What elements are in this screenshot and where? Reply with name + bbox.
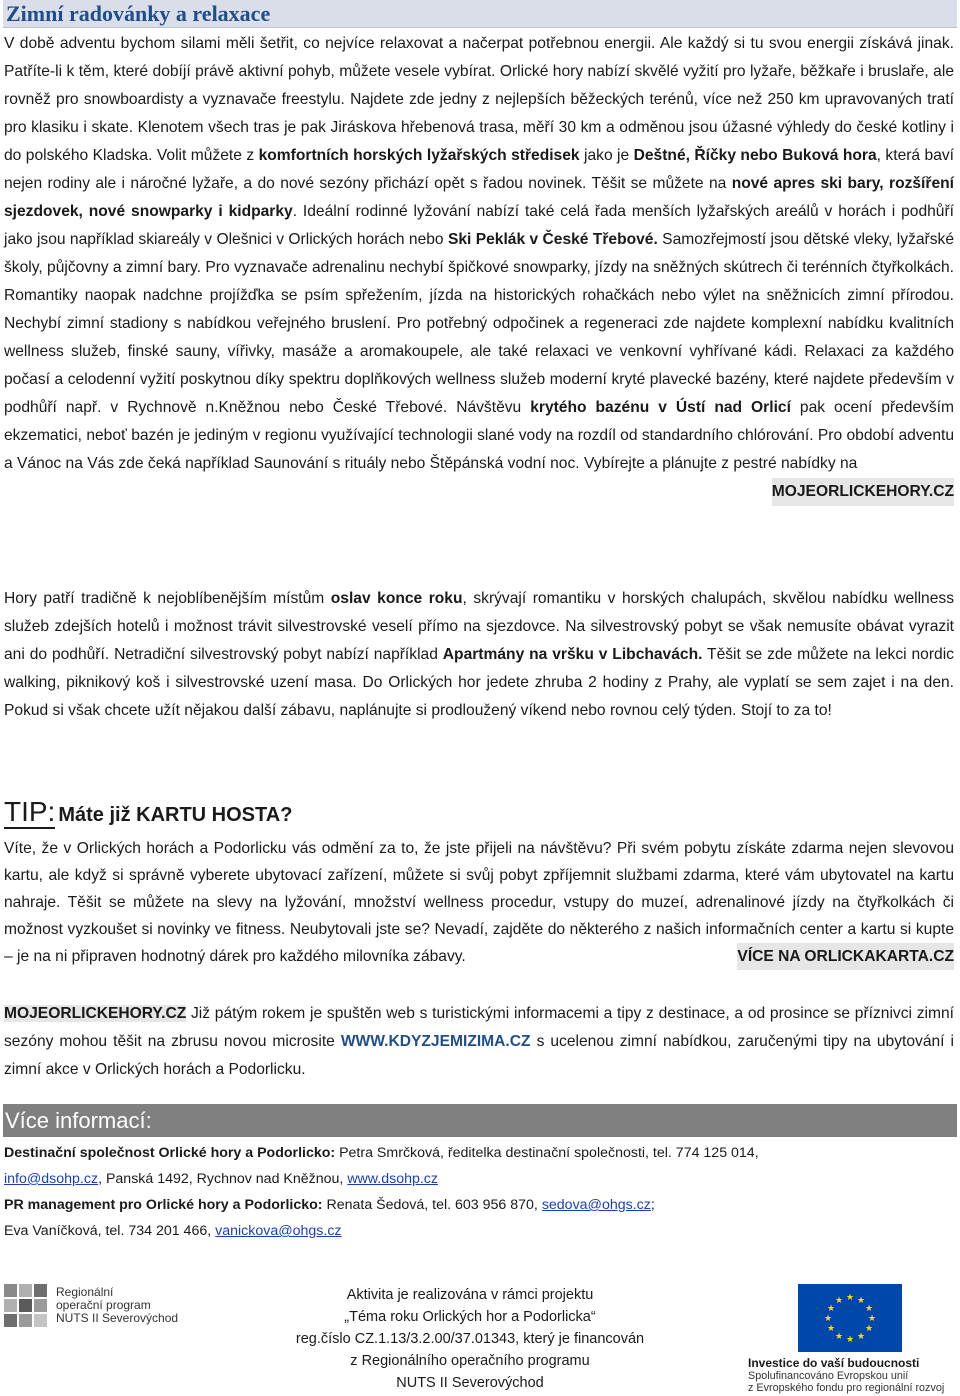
project-info bbox=[240, 1284, 700, 1394]
svg-text:★: ★ bbox=[864, 1324, 874, 1334]
new-year-paragraph bbox=[4, 585, 954, 725]
bold-text: Ski Peklák v České Třebové. bbox=[447, 231, 658, 248]
org-name: PR management pro Orlické hory a Podorlicko: bbox=[4, 1197, 323, 1213]
email-link[interactable]: info@dsohp.cz bbox=[4, 1171, 99, 1187]
svg-text:★: ★ bbox=[864, 1304, 874, 1314]
text: Investice do vaší budoucnosti bbox=[748, 1356, 920, 1370]
svg-text:★: ★ bbox=[826, 1304, 836, 1314]
svg-text:★: ★ bbox=[856, 1296, 866, 1306]
text: NUTS II Severovýchod bbox=[56, 1311, 179, 1325]
text: Aktivita je realizována v rámci projektu bbox=[346, 1287, 594, 1303]
brand-label: MOJEORLICKEHORY.CZ bbox=[4, 1005, 187, 1022]
text: operační program bbox=[56, 1298, 151, 1312]
svg-text:★: ★ bbox=[845, 1293, 855, 1303]
text: z Regionálního operačního programu bbox=[350, 1353, 590, 1369]
footer bbox=[0, 1282, 960, 1396]
bold-text: krytého bazénu v Ústí nad Orlicí bbox=[530, 399, 791, 416]
text: pak ocení především ekzematici, neboť bazén je jediným v regionu využívající technologii slané vody na rozdíl od standardního chlórování. Pro období adventu a Vánoc na Vás zde čeká například Saunování s rituály nebo Štěpánská vodní noc. Vybírejte a plánujte z pestré nabídky na bbox=[4, 399, 954, 472]
text: V době adventu bychom silami měli šetřit, co nejvíce relaxovat a načerpat potřebnou energii. Ale každý si tu svou energii získává jinak. Patříte-li k těm, které dobíjí právě aktivní pohyb, můžete vesele vybírat. Orlické hory nabízí skvělé vyžití pro lyžaře, běžkaře i bruslaře, ale rovněž pro snowboardisty a vyznavače freestylu. Najdete zde jedny z nejlepších běžeckých terénů, více než 250 km upravovaných tratí pro klasiku i skate. Klenotem všech tras je pak Jiráskova hřebenová trasa, měří 30 km a odměnou jsou úžasné výhledy do české kotliny i do polského Kladska. Volit můžete z bbox=[4, 35, 954, 164]
svg-text:★: ★ bbox=[845, 1335, 855, 1345]
text: Eva Vaníčková, tel. 734 201 466, bbox=[4, 1223, 216, 1239]
tip-section bbox=[4, 797, 954, 970]
text: reg.číslo CZ.1.13/3.2.00/37.01343, který je financován bbox=[295, 1331, 645, 1347]
text: Samozřejmostí jsou dětské vleky, lyžařské školy, půjčovny a zimní bary. Pro vyznavače adrenalinu nechybí špičkové snowparky, jízdy na sněžných skútrech či terénních čtyřkolkách. Romantiky naopak nadchne projížďka se psím spřežením, jízda na historických rohačkách nebo výlet na sněžnicích zimní přírodou. Nechybí zimní stadiony s nabídkou veřejného bruslení. Pro potřebný odpočinek a regeneraci zde najdete komplexní nabídku kvalitních wellness služeb, finské sauny, vířivky, masáže a aromakoupele, ale také relaxaci ve venkovní vyhřívané kádi. Relaxaci za každého počasí a celodenní vyžití poskytnou díky spektru doplňkových wellness služeb moderní kryté plavecké bazény, které najdete především v podhůří např. v Rychnově n.Kněžnou nebo České Třebové. Návštěvu bbox=[4, 231, 954, 416]
svg-text:★: ★ bbox=[823, 1314, 833, 1324]
email-link[interactable]: sedova@ohgs.cz bbox=[541, 1197, 651, 1213]
microsite-paragraph bbox=[4, 1000, 954, 1084]
text: , Panská 1492, Rychnov nad Kněžnou, bbox=[98, 1171, 348, 1187]
title-bar bbox=[3, 0, 957, 28]
web-link[interactable]: www.dsohp.cz bbox=[347, 1171, 438, 1187]
tip-label: TIP: bbox=[4, 796, 56, 827]
text: ; bbox=[650, 1197, 655, 1213]
tip-title: Máte již KARTU HOSTA? bbox=[58, 804, 293, 826]
text: Již pátým rokem je spuštěn web s turistickými informacemi a tipy z destinace, a od prosince se příznivci zimní sezóny mohou těšit na zbrusu novou microsite bbox=[4, 1005, 954, 1050]
page-title: Zimní radovánky a relaxace bbox=[6, 1, 271, 26]
eu-text bbox=[748, 1357, 958, 1394]
contact-line-3 bbox=[4, 1192, 954, 1218]
text: z Evropského fondu pro regionální rozvoj bbox=[748, 1382, 945, 1394]
svg-text:★: ★ bbox=[834, 1332, 844, 1342]
text: Těšit se zde můžete na lekci nordic walking, piknikový koš i silvestrovské uzení masa. Do Orlických hor jedete zhruba 2 hodiny z Prahy, ale vyplatí se sem zajet i na den. Pokud si však chcete užít nějakou další zábavu, naplánujte si prodloužený víkend nebo rovnou celý týden. Stojí to za to! bbox=[4, 646, 954, 719]
text: Víte, že v Orlických horách a Podorlicku vás odmění za to, že jste přijeli na návštěvu? Při svém pobytu získáte zdarma nejen slevovou kartu, ale když si správně vyberete ubytovací zařízení, můžete si svůj pobyt zpříjemnit službami zdarma, které vám ubytovatel na kartu nahraje. Těšit se můžete na slevy na lyžování, množství wellness procedur, vstupy do muzeí, adrenalinové jízdy na čtyřkolkách či možnost vyzkoušet si novinky ve fitness. Neubytovali jste se? Nevadí, zajděte do některého z našich informačních center a kartu si kupte – je na ni připraven hodnotný dárek pro každého milovníka zábavy. bbox=[4, 840, 954, 965]
text: , skrývají romantiku v horských chalupách, skvělou nabídku wellness služeb zdejších hotelů i možnost trávit silvestrovské veselí přímo na sjezdovce. Na silvestrovský pobyt se však nemusíte obávat vyrazit ani do podhůří. Netradiční silvestrovský pobyt nabízí například bbox=[4, 590, 954, 663]
kdyzjemizima-link[interactable]: WWW.KDYZJEMIZIMA.CZ bbox=[340, 1033, 531, 1050]
bold-text: Deštné, Říčky nebo Buková hora bbox=[633, 147, 877, 164]
text: , která baví nejen rodiny ale i náročné lyžaře, a do nové sezóny přichází opět s řadou novinek. Těšit se můžete na bbox=[4, 147, 955, 192]
contact-line-2 bbox=[4, 1166, 954, 1192]
text: Regionální bbox=[56, 1285, 114, 1299]
text: „Téma roku Orlických hor a Podorlicka“ bbox=[344, 1309, 596, 1325]
svg-text:★: ★ bbox=[856, 1332, 866, 1342]
contact-block bbox=[4, 1140, 954, 1244]
text: s ucelenou zimní nabídkou, zaručenými tipy na ubytování i zimní akce v Orlických horách a Podorlicku. bbox=[4, 1033, 954, 1078]
text: Spolufinancováno Evropskou unií bbox=[748, 1370, 909, 1382]
mojeorlickehory-link[interactable]: MOJEORLICKEHORY.CZ bbox=[772, 478, 954, 506]
more-info-bar bbox=[3, 1104, 957, 1137]
text: NUTS II Severovýchod bbox=[396, 1375, 544, 1391]
bold-text: nové apres ski bary, rozšíření sjezdovek, nové snowparky i kidparky bbox=[4, 175, 954, 220]
eu-logo bbox=[742, 1284, 958, 1394]
contact-line-1 bbox=[4, 1140, 954, 1166]
svg-text:★: ★ bbox=[826, 1324, 836, 1334]
svg-text:★: ★ bbox=[834, 1296, 844, 1306]
rop-logo-icon bbox=[4, 1284, 48, 1328]
bold-text: oslav konce roku bbox=[330, 590, 463, 607]
orlickakarta-link[interactable]: VÍCE NA ORLICKAKARTA.CZ bbox=[737, 943, 954, 970]
text: Renata Šedová, tel. 603 956 870, bbox=[322, 1197, 542, 1213]
tip-heading bbox=[4, 797, 954, 833]
rop-logo-text bbox=[56, 1286, 178, 1325]
text: jako je bbox=[579, 147, 634, 164]
text: Hory patří tradičně k nejoblíbenějším místům bbox=[4, 590, 331, 607]
winter-activities-paragraph bbox=[4, 30, 954, 506]
tip-text bbox=[4, 835, 954, 970]
bold-text: Apartmány na vršku v Libchavách. bbox=[442, 646, 703, 663]
contact-line-4 bbox=[4, 1218, 954, 1244]
eu-flag-icon bbox=[798, 1284, 902, 1352]
text: Petra Smrčková, ředitelka destinační společnosti, tel. 774 125 014, bbox=[335, 1145, 759, 1161]
rop-logo bbox=[4, 1284, 179, 1328]
more-info-heading: Více informací: bbox=[5, 1108, 152, 1133]
text: . Ideální rodinné lyžování nabízí také celá řada menších lyžařských areálů v horách i podhůří jako jsou například skiareály v Olešnici v Orlických horách nebo bbox=[4, 203, 954, 248]
bold-text: komfortních horských lyžařských středisek bbox=[258, 147, 580, 164]
org-name: Destinační společnost Orlické hory a Podorlicko: bbox=[4, 1145, 336, 1161]
svg-text:★: ★ bbox=[867, 1314, 877, 1324]
email-link[interactable]: vanickova@ohgs.cz bbox=[215, 1223, 342, 1239]
